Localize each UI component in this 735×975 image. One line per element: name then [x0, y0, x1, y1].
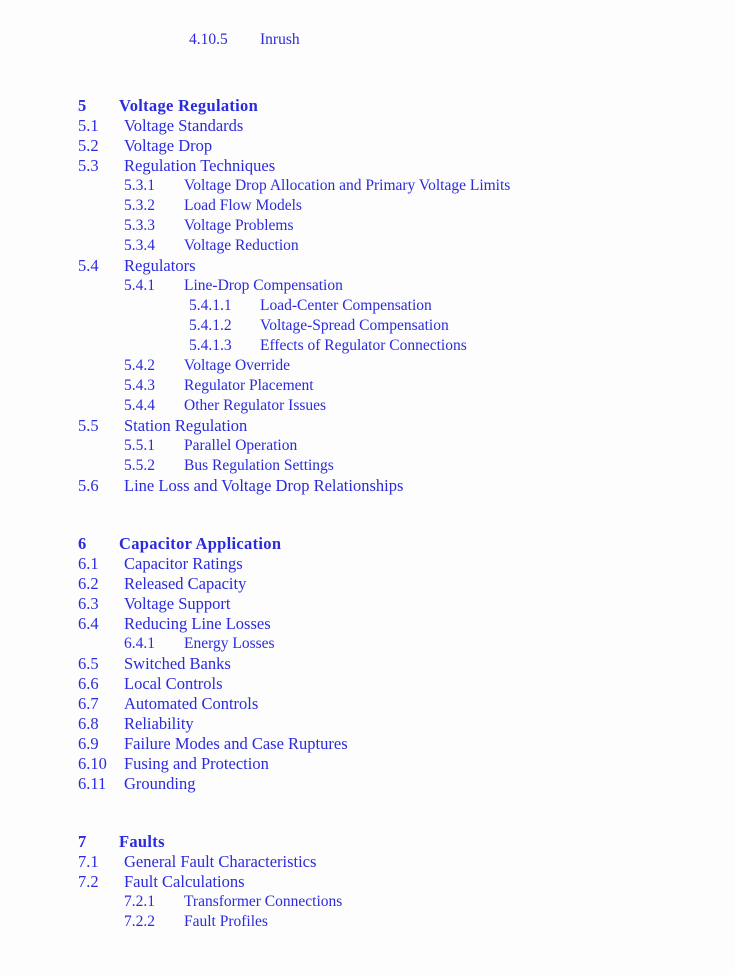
toc-entry[interactable] — [0, 674, 735, 694]
section-spacer — [0, 496, 735, 534]
toc-entry[interactable] — [0, 574, 735, 594]
toc-entry-number: 5.4 — [78, 256, 99, 275]
toc-entry-number: 6 — [78, 534, 87, 553]
toc-entry[interactable] — [0, 316, 735, 336]
toc-entry[interactable] — [0, 476, 735, 496]
toc-entry[interactable] — [0, 436, 735, 456]
toc-entry-label: Voltage Support — [124, 594, 231, 613]
toc-entry-number: 5.4.1 — [124, 277, 155, 294]
toc-entry-label: Energy Losses — [184, 635, 275, 652]
toc-entry-number: 5.4.2 — [124, 357, 155, 374]
toc-entry-number: 6.3 — [78, 594, 99, 613]
toc-entry-label: Fault Calculations — [124, 872, 245, 891]
toc-entry[interactable] — [0, 356, 735, 376]
toc-entry-number: 5.4.3 — [124, 377, 155, 394]
toc-entry[interactable] — [0, 116, 735, 136]
toc-entry-label: Load Flow Models — [184, 197, 302, 214]
toc-entry-number: 6.4.1 — [124, 635, 155, 652]
toc-entry-label: Voltage Regulation — [119, 96, 259, 115]
toc-entry-number: 6.8 — [78, 714, 99, 733]
toc-entry-number: 6.2 — [78, 574, 99, 593]
toc-entry-number: 5.3 — [78, 156, 99, 175]
toc-entry-label: Voltage-Spread Compensation — [260, 317, 449, 334]
toc-entry-number: 6.7 — [78, 694, 99, 713]
toc-entry-number: 5.3.3 — [124, 217, 155, 234]
toc-entry-label: Voltage Problems — [184, 217, 294, 234]
toc-entry-label: Released Capacity — [124, 574, 247, 593]
toc-entry-label: Voltage Drop — [124, 136, 213, 155]
toc-entry[interactable] — [0, 196, 735, 216]
toc-entry-label: Regulation Techniques — [124, 156, 276, 175]
toc-entry-label: Transformer Connections — [184, 893, 343, 910]
toc-entry-label: Voltage Reduction — [184, 237, 299, 254]
toc-entry-label: Line-Drop Compensation — [184, 277, 343, 294]
toc-entry-number: 5.3.1 — [124, 177, 155, 194]
toc-entry-label: Capacitor Application — [119, 534, 282, 553]
toc-entry[interactable] — [0, 336, 735, 356]
toc-entry[interactable] — [0, 714, 735, 734]
toc-entry-number: 7.2.2 — [124, 913, 155, 930]
section-spacer — [0, 794, 735, 832]
toc-entry-label: Regulator Placement — [184, 377, 314, 394]
toc-entry[interactable] — [0, 376, 735, 396]
toc-entry[interactable] — [0, 216, 735, 236]
toc-entry-number: 5.3.4 — [124, 237, 155, 254]
toc-entry[interactable] — [0, 774, 735, 794]
toc-entry-label: Voltage Override — [184, 357, 291, 374]
toc-entry[interactable] — [0, 734, 735, 754]
toc-entry-number: 5.1 — [78, 116, 99, 135]
toc-entry-label: Automated Controls — [124, 694, 259, 713]
toc-entry[interactable] — [0, 136, 735, 156]
toc-entry-number: 6.11 — [78, 774, 107, 793]
toc-entry-number: 5.4.1.2 — [189, 317, 232, 334]
toc-entry[interactable] — [0, 176, 735, 196]
toc-entry-label: Voltage Drop Allocation and Primary Voltage Limits — [184, 177, 511, 194]
toc-entry-label: Station Regulation — [124, 416, 248, 435]
toc-entry[interactable] — [0, 236, 735, 256]
toc-list — [0, 30, 735, 932]
toc-entry[interactable] — [0, 456, 735, 476]
toc-entry-number: 6.5 — [78, 654, 99, 673]
toc-entry[interactable] — [0, 614, 735, 634]
toc-entry[interactable] — [0, 694, 735, 714]
toc-entry-label: Capacitor Ratings — [124, 554, 243, 573]
toc-entry-label: Faults — [119, 832, 165, 851]
toc-entry-label: Failure Modes and Case Ruptures — [124, 734, 348, 753]
toc-entry[interactable] — [0, 396, 735, 416]
toc-entry-number: 6.10 — [78, 754, 107, 773]
toc-entry-number: 5.5.1 — [124, 437, 155, 454]
toc-entry[interactable] — [0, 892, 735, 912]
toc-entry[interactable] — [0, 872, 735, 892]
toc-entry-chapter[interactable] — [0, 96, 735, 116]
toc-entry-label: Voltage Standards — [124, 116, 244, 135]
toc-entry-label: Load-Center Compensation — [260, 297, 432, 314]
toc-entry-number: 6.4 — [78, 614, 99, 633]
toc-entry[interactable] — [0, 654, 735, 674]
toc-entry-number: 6.1 — [78, 554, 99, 573]
toc-entry-number: 4.10.5 — [189, 31, 228, 48]
toc-entry-number: 5.4.1.3 — [189, 337, 232, 354]
toc-entry[interactable] — [0, 256, 735, 276]
toc-entry-number: 7 — [78, 832, 87, 851]
toc-entry-number: 7.1 — [78, 852, 99, 871]
section-spacer — [0, 50, 735, 96]
toc-entry-number: 5.2 — [78, 136, 99, 155]
toc-entry-number: 5.4.4 — [124, 397, 155, 414]
toc-entry-number: 5 — [78, 96, 87, 115]
toc-entry-label: Reducing Line Losses — [124, 614, 271, 633]
toc-entry-number: 6.9 — [78, 734, 99, 753]
toc-entry-label: Other Regulator Issues — [184, 397, 327, 414]
toc-entry-number: 5.4.1.1 — [189, 297, 232, 314]
toc-entry[interactable] — [0, 852, 735, 872]
toc-entry-label: Reliability — [124, 714, 194, 733]
toc-entry[interactable] — [0, 416, 735, 436]
toc-entry[interactable] — [0, 754, 735, 774]
toc-entry[interactable] — [0, 296, 735, 316]
toc-entry-number: 7.2 — [78, 872, 99, 891]
toc-entry-number: 5.5 — [78, 416, 99, 435]
toc-entry-number: 6.6 — [78, 674, 99, 693]
toc-entry-number: 5.6 — [78, 476, 99, 495]
toc-entry[interactable] — [0, 554, 735, 574]
toc-entry-label: Switched Banks — [124, 654, 231, 673]
toc-entry-label: Fusing and Protection — [124, 754, 269, 773]
toc-entry-number: 7.2.1 — [124, 893, 155, 910]
toc-entry-label: Regulators — [124, 256, 196, 275]
toc-entry[interactable] — [0, 156, 735, 176]
toc-entry[interactable] — [0, 276, 735, 296]
toc-entry-chapter[interactable] — [0, 832, 735, 852]
toc-entry[interactable] — [0, 634, 735, 654]
toc-entry-label: Effects of Regulator Connections — [260, 337, 467, 354]
toc-entry-label: Line Loss and Voltage Drop Relationships — [124, 476, 404, 495]
toc-entry-number: 5.3.2 — [124, 197, 155, 214]
toc-entry-label: Grounding — [124, 774, 196, 793]
toc-entry-label: Fault Profiles — [184, 913, 268, 930]
toc-entry-label: General Fault Characteristics — [124, 852, 317, 871]
toc-entry[interactable] — [0, 912, 735, 932]
toc-entry[interactable] — [0, 594, 735, 614]
toc-entry-number: 5.5.2 — [124, 457, 155, 474]
toc-entry-label: Local Controls — [124, 674, 223, 693]
toc-entry-label: Bus Regulation Settings — [184, 457, 334, 474]
toc-entry-chapter[interactable] — [0, 534, 735, 554]
toc-entry[interactable] — [0, 30, 735, 50]
toc-entry-label: Inrush — [260, 31, 300, 48]
toc-entry-label: Parallel Operation — [184, 437, 298, 454]
